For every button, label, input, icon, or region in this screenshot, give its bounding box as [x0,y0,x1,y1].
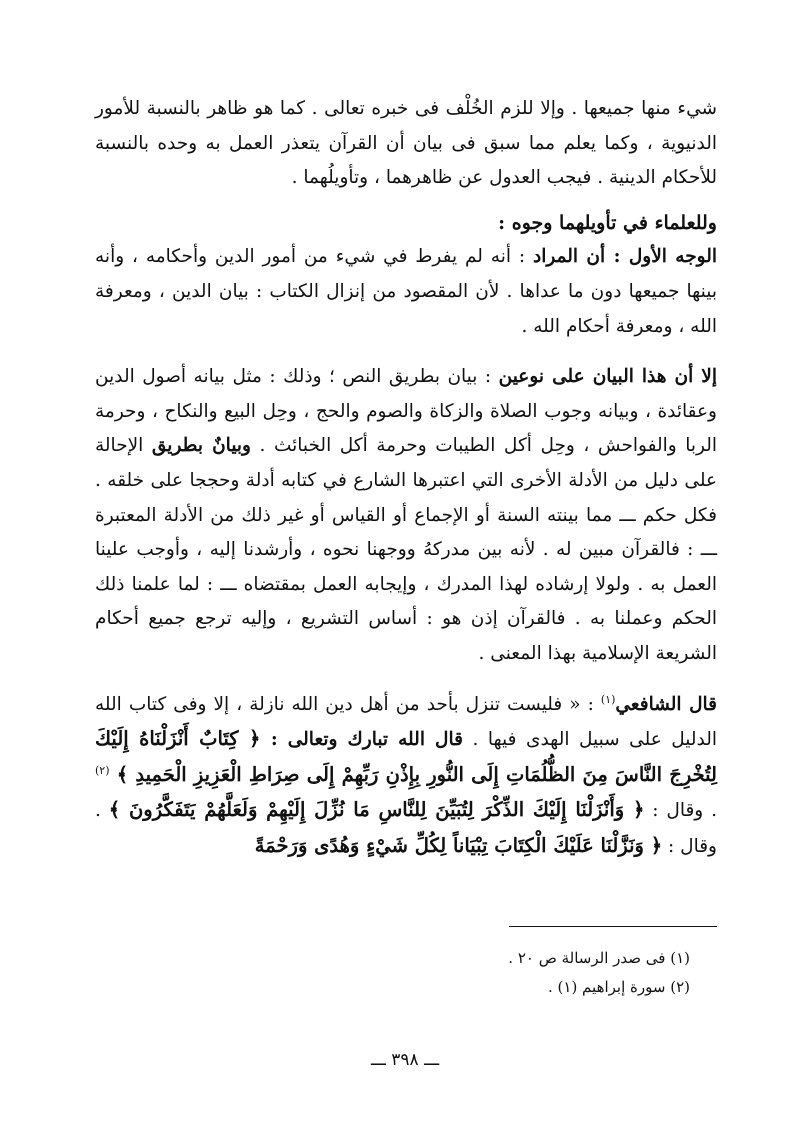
two-types-bold-2: وبيانٌ بطريق [151,435,251,457]
shafii-text-d: . وقال : [95,800,717,857]
shafii-text-b: قال الله تبارك وتعالى : [270,729,463,751]
quran-verse-2: ﴿ وَأَنْزَلْنَا إِلَيْكَ الذِّكْرَ لِتُبَيِّنَ لِلنَّاسِ مَا نُزِّلَ إِلَيْهِمْ وَلَعَلَّهُمْ يَتَفَكَّرُونَ ﴾ [108,798,645,822]
first-aspect-text: : أنه لم يفرط في شيء من أمور الدين وأحكامه ، وأنه بينها جميعها دون ما عداها . لأن المقصود من إنزال الكتاب : بيان الدين ، ومعرفة الله ، ومعرفة أحكام الله . [95,246,717,337]
two-types-text-1: : بيان بطريق النص ؛ وذلك : مثل بيانه أصول الدين وعقائدة ، وبيانه وجوب الصلاة والزكاة والصوم والحج ، وحِل البيع والنكاح ، وحرمة الربا والفواحش ، وحِل أكل الطيبات وحرمة أكل الخبائث . [95,366,717,457]
shafii-lead: قال الشافعي [615,693,717,715]
footnote-2: (٢) سورة إبراهيم (١) . [547,978,690,996]
first-aspect-lead: الوجه الأول : أن المراد [532,246,717,268]
paragraph-first-aspect [95,240,717,344]
paragraph-1: شيء منها جميعها . وإلا للزم الخُلْف فى خبره تعالى . كما هو ظاهر بالنسبة للأمور الدنيوية ، وكما يعلم مما سبق فى بيان أن القرآن يتعذر العمل به وحده بالنسبة للأحكام الدينية . فيجب العدول عن ظاهرهما ، وتأويلُهما . [95,98,717,189]
footnote-ref-1: (١) [600,692,616,706]
shafii-text-c: . وقال : [644,800,717,822]
two-types-lead: إلا أن هذا البيان على نوعين [498,366,718,388]
footnote-separator [509,926,717,927]
quran-verse-3: ﴿ وَنَزَّلْنَا عَلَيْكَ الْكِتَابَ تِبْيَاناً لِكُلِّ شَيْءٍ وَهُدًى وَرَحْمَةً [254,833,663,857]
shafii-text-a: : « فليست تنزل بأحد من أهل دين الله نازلة ، إلا وفى كتاب الله الدليل على سبيل الهدى فيها . [95,693,717,751]
section-heading: وللعلماء في تأويلهما وجوه : [498,211,717,234]
page-body [95,92,717,864]
paragraph-two-types [95,360,717,671]
footnote-ref-2: (٢) [95,763,110,777]
footnote-1: (١) فى صدر الرسالة ص ٢٠ . [508,949,690,967]
paragraph-shafii [95,688,717,865]
footnotes [190,944,690,1002]
page-number: ـــ ٣٩٨ ـــ [370,1050,440,1070]
quran-verse-1: ﴿ كِتَابٌ أَنْزَلْنَاهُ إِلَيْكَ لِتُخْرِجَ النَّاسَ مِنَ الظُّلُمَاتِ إِلَى النُّورِ بِإِذْنِ رَبِّهِمْ إِلَى صِرَاطِ الْعَزِيزِ الْحَمِيدِ ﴾ [95,727,717,786]
two-types-text-2: الإحالة على دليل من الأدلة الأخرى التي اعتبرها الشارع في كتابه أدلة وحججا على خلقه . فكل حكم ـــ مما بينته السنة أو الإجماع أو القياس أو غير ذلك من الأدلة المعتبرة ـــ : فالقرآن مبين له . لأنه بين مدركهُ ووجهنا نحوه ، وأرشدنا إليه ، وأوجب علينا العمل به . ولولا إرشاده لهذا المدرك ، وإيجابه العمل بمقتضاه ـــ : لما علمنا ذلك الحكم وعملنا به . فالقرآن إذن هو : أساس التشريع ، وإليه ترجع جميع أحكام الشريعة الإسلامية بهذا المعنى . [95,435,717,664]
